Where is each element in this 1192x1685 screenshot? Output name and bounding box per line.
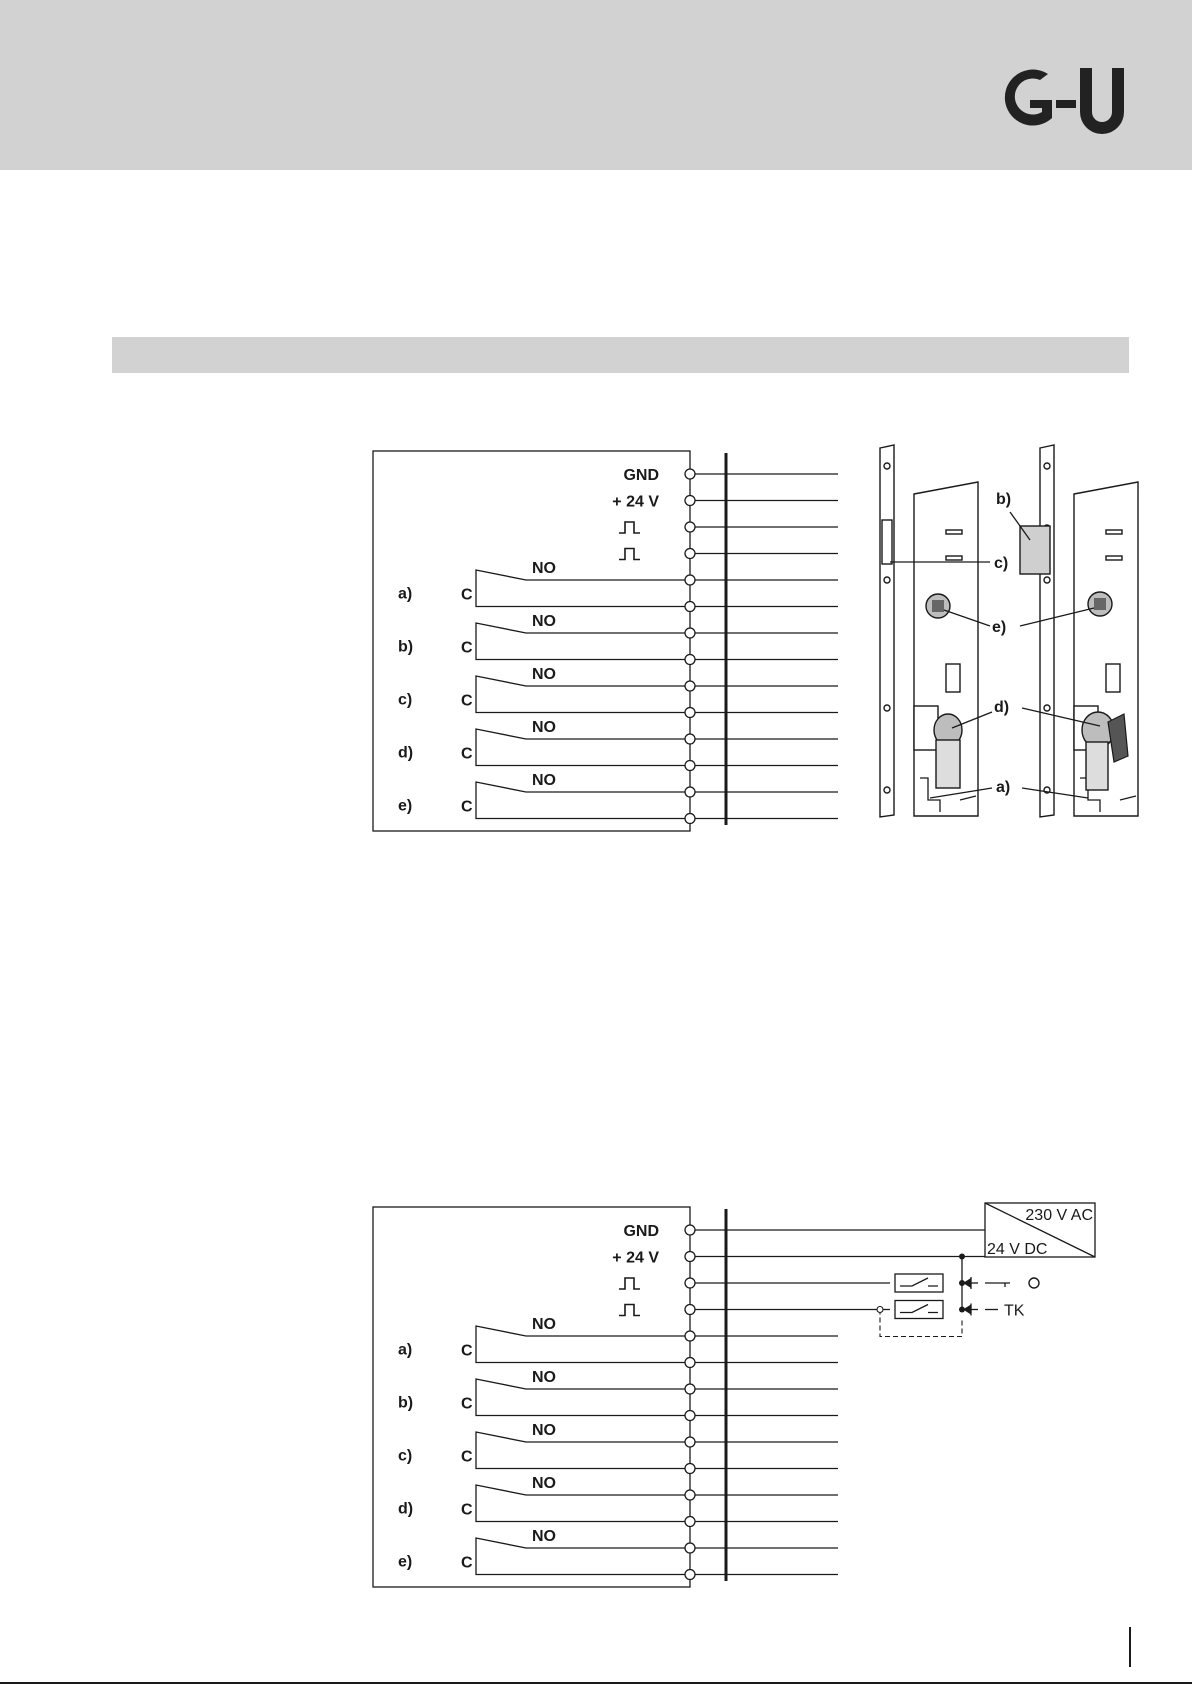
footer-line [0, 1682, 1192, 1684]
terminal [685, 655, 695, 665]
terminal [685, 1411, 695, 1421]
no-label: NO [532, 719, 556, 736]
page-number-rule [1129, 1627, 1131, 1667]
wiring-diagram-top [373, 451, 838, 831]
contact-id-label: e) [398, 797, 413, 815]
common-label: C [461, 798, 473, 816]
contact-id-label: b) [398, 1394, 414, 1412]
relay-contact [476, 1379, 685, 1416]
contact-id-label: e) [398, 1553, 413, 1571]
common-label: C [461, 692, 473, 710]
contact-id-label: a) [398, 585, 413, 603]
terminal [685, 1305, 695, 1315]
screw-hole [884, 705, 890, 711]
diode-icon [963, 1278, 971, 1288]
junction-dot [959, 1254, 965, 1260]
screw-hole [1044, 705, 1050, 711]
terminal [685, 1225, 695, 1235]
lock-callout-label: e) [992, 619, 1007, 636]
lock-illustration [880, 445, 1138, 817]
no-label: NO [532, 1422, 556, 1439]
no-label: NO [532, 1369, 556, 1386]
screw-hole [884, 787, 890, 793]
terminal [685, 787, 695, 797]
no-label: NO [532, 1528, 556, 1545]
terminal [685, 761, 695, 771]
relay-contact [476, 676, 685, 713]
pulse-icon [619, 522, 640, 533]
terminal [685, 628, 695, 638]
power-output-label: 24 V DC [987, 1241, 1048, 1258]
contact-id-label: a) [398, 1341, 413, 1359]
key-icon [1029, 1278, 1039, 1288]
lock-callout-label: c) [994, 555, 1009, 572]
terminal [685, 575, 695, 585]
no-label: NO [532, 1475, 556, 1492]
terminal [685, 469, 695, 479]
gnd-label: GND [623, 467, 659, 484]
window-slot [1106, 664, 1120, 692]
terminal [685, 1384, 695, 1394]
pulse-icon [619, 1278, 640, 1289]
screw-hole [1044, 577, 1050, 583]
plus-24v-label: + 24 V [612, 493, 659, 511]
contact-id-label: b) [398, 638, 414, 656]
slot [1106, 556, 1122, 560]
terminal [685, 681, 695, 691]
sensor-grid [1094, 598, 1106, 610]
common-label: C [461, 586, 473, 604]
slot [1106, 530, 1122, 534]
no-label: NO [532, 666, 556, 683]
relay-contact [476, 782, 685, 819]
latch-c [882, 520, 892, 564]
relay-contact [476, 570, 685, 607]
power-input-label: 230 V AC [1025, 1207, 1093, 1224]
sensor-grid [932, 600, 944, 612]
cylinder-body [1086, 742, 1108, 790]
contact-id-label: c) [398, 691, 413, 709]
common-label: C [461, 1554, 473, 1572]
terminal [685, 708, 695, 718]
terminal [685, 1358, 695, 1368]
screw-hole [1044, 463, 1050, 469]
terminal [685, 1331, 695, 1341]
cylinder-body [936, 740, 960, 788]
pulse-icon [619, 549, 640, 560]
terminal [685, 1517, 695, 1527]
window-slot [946, 664, 960, 692]
terminal [685, 549, 695, 559]
terminal [685, 1278, 695, 1288]
pulse-icon [619, 1305, 640, 1316]
common-label: C [461, 1342, 473, 1360]
no-label: NO [532, 1316, 556, 1333]
diode-icon [963, 1305, 971, 1315]
common-label: C [461, 1448, 473, 1466]
tk-label: TK [1004, 1302, 1025, 1320]
relay-contact [476, 1485, 685, 1522]
terminal [685, 602, 695, 612]
contact-id-label: c) [398, 1447, 413, 1465]
no-label: NO [532, 772, 556, 789]
faceplate [880, 445, 894, 817]
lock-callout-label: b) [996, 491, 1012, 508]
terminal [685, 734, 695, 744]
relay-contact [476, 1432, 685, 1469]
dashed-link-node [877, 1307, 883, 1313]
lock-callout-label: d) [994, 699, 1010, 716]
plus-24v-label: + 24 V [612, 1249, 659, 1267]
lock-case [880, 445, 978, 817]
terminal [685, 1437, 695, 1447]
relay-contact [476, 729, 685, 766]
wiring-diagram-bottom [373, 1203, 1095, 1587]
common-label: C [461, 639, 473, 657]
faceplate [1040, 445, 1054, 817]
gnd-label: GND [623, 1223, 659, 1240]
relay-contact [476, 623, 685, 660]
no-label: NO [532, 613, 556, 630]
slot [946, 530, 962, 534]
contact-id-label: d) [398, 1500, 414, 1518]
terminal [685, 1570, 695, 1580]
common-label: C [461, 1501, 473, 1519]
screw-hole [884, 577, 890, 583]
relay-contact [476, 1538, 685, 1575]
screw-hole [884, 463, 890, 469]
terminal [685, 1543, 695, 1553]
terminal [685, 496, 695, 506]
terminal [685, 522, 695, 532]
relay-contact [476, 1326, 685, 1363]
contact-id-label: d) [398, 744, 414, 762]
terminal [685, 1464, 695, 1474]
terminal [685, 1490, 695, 1500]
no-label: NO [532, 560, 556, 577]
common-label: C [461, 745, 473, 763]
common-label: C [461, 1395, 473, 1413]
terminal [685, 814, 695, 824]
slot [946, 556, 962, 560]
lock-callout-label: a) [996, 779, 1011, 796]
terminal [685, 1252, 695, 1262]
